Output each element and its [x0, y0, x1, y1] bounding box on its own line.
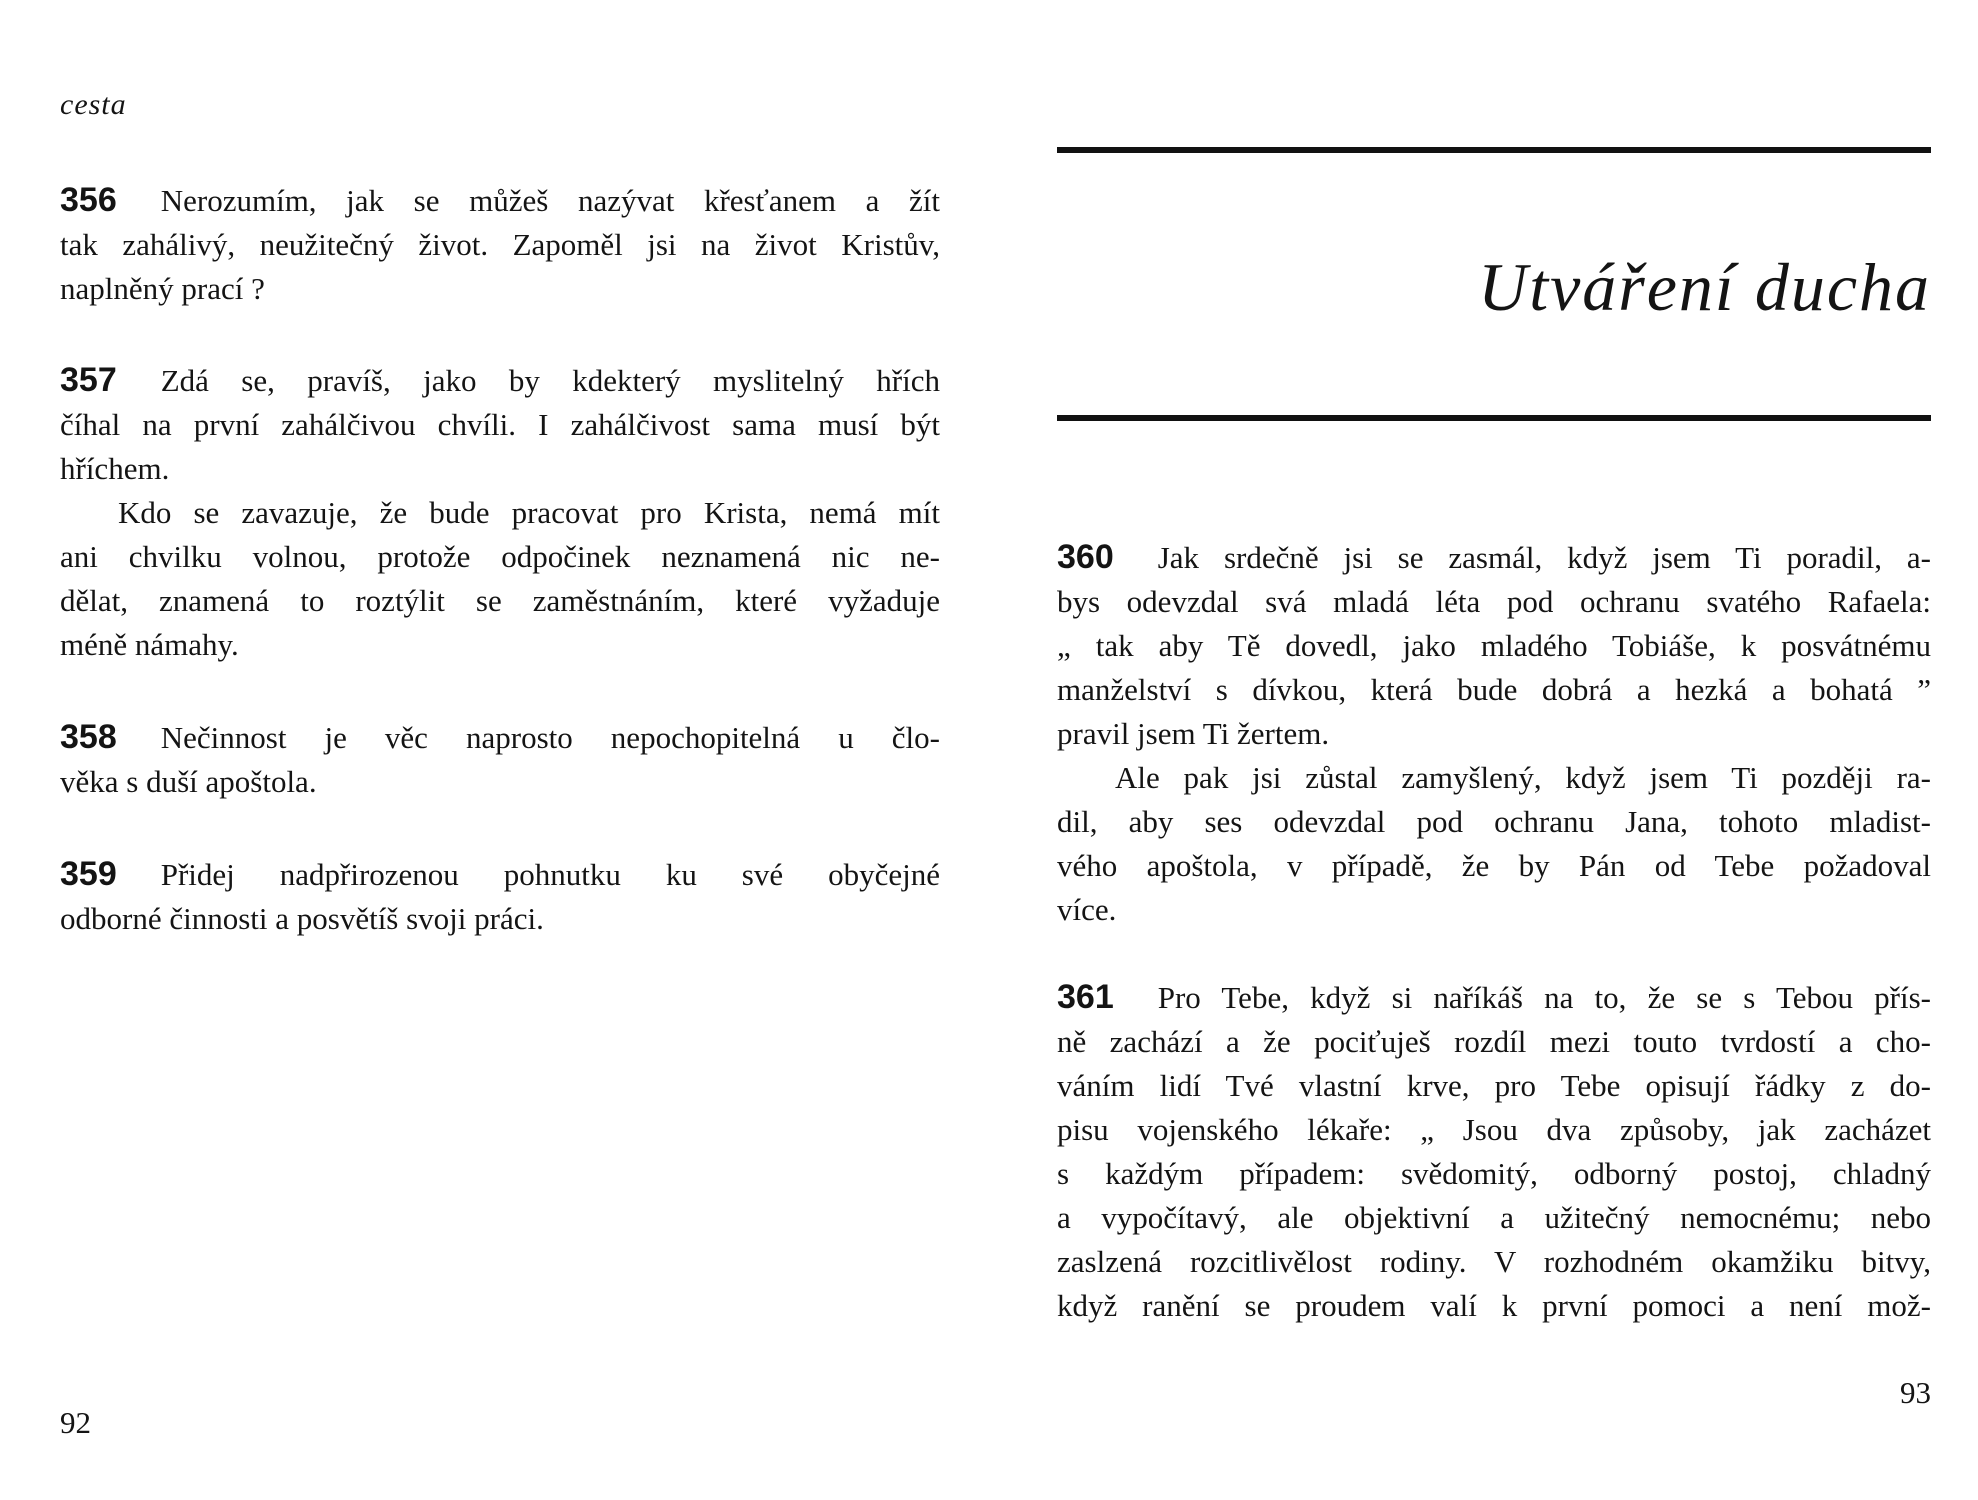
text-line: manželství s dívkou, která bude dobrá a hezká a bohatá ”	[1057, 672, 1931, 707]
text-line: více.	[1057, 892, 1117, 927]
right-page	[1057, 0, 1931, 1500]
text-line: 356 Nerozumím, jak se můžeš nazývat křesťanem a žít	[60, 181, 940, 219]
text-line: vého apoštola, v případě, že by Pán od Tebe požadoval	[1057, 848, 1931, 883]
text-line: váním lidí Tvé vlastní krve, pro Tebe opisují řádky z do-	[1057, 1068, 1931, 1103]
text-line: 359 Přidej nadpřirozenou pohnutku ku své obyčejné	[60, 855, 940, 893]
left-page	[60, 0, 940, 1500]
text-line: 357 Zdá se, pravíš, jako by kdekterý myslitelný hřích	[60, 361, 940, 399]
section-356	[60, 178, 940, 311]
page-number: 93	[1900, 1375, 1931, 1410]
section-361	[1057, 975, 1931, 1328]
title-rule-top	[1057, 147, 1931, 153]
section-358	[60, 715, 940, 804]
text-line: tak zahálivý, neužitečný život. Zapoměl jsi na život Kristův,	[60, 227, 940, 262]
text-line: odborné činnosti a posvětíš svoji práci.	[60, 901, 544, 936]
text-line: dil, aby ses odevzdal pod ochranu Jana, tohoto mladist-	[1057, 804, 1931, 839]
text-line: 361 Pro Tebe, když si naříkáš na to, že se s Tebou přís-	[1057, 978, 1931, 1016]
section-number: 361	[1057, 978, 1114, 1016]
text-line: když ranění se proudem valí k první pomoci a není mož-	[1057, 1288, 1931, 1323]
section-number: 360	[1057, 538, 1114, 576]
text-line: Kdo se zavazuje, že bude pracovat pro Krista, nemá mít	[118, 495, 940, 530]
text-line: a vypočítavý, ale objektivní a užitečný nemocnému; nebo	[1057, 1200, 1931, 1235]
text-line: naplněný prací ?	[60, 271, 265, 306]
text-line: pravil jsem Ti žertem.	[1057, 716, 1330, 751]
text-line: ani chvilku volnou, protože odpočinek neznamená nic ne-	[60, 539, 940, 574]
section-360	[1057, 535, 1931, 932]
running-head: cesta	[60, 88, 127, 121]
section-359	[60, 852, 940, 941]
text-line: pisu vojenského lékaře: „ Jsou dva způsoby, jak zacházet	[1057, 1112, 1931, 1147]
section-357	[60, 358, 940, 667]
text-line: „ tak aby Tě dovedl, jako mladého Tobiáše, k posvátnému	[1057, 628, 1931, 663]
text-line: 360 Jak srdečně jsi se zasmál, když jsem Ti poradil, a-	[1057, 538, 1931, 576]
text-line: 358 Nečinnost je věc naprosto nepochopitelná u člo-	[60, 718, 940, 756]
page-number: 92	[60, 1405, 91, 1440]
text-line: číhal na první zahálčivou chvíli. I zahálčivost sama musí být	[60, 407, 940, 442]
text-line: zaslzená rozcitlivělost rodiny. V rozhodném okamžiku bitvy,	[1057, 1244, 1931, 1279]
text-line: dělat, znamená to roztýlit se zaměstnáním, které vyžaduje	[60, 583, 940, 618]
section-number: 359	[60, 855, 117, 893]
text-line: Ale pak jsi zůstal zamyšlený, když jsem Ti později ra-	[1115, 760, 1931, 795]
section-number: 358	[60, 718, 117, 756]
text-line: hříchem.	[60, 451, 170, 486]
text-line: méně námahy.	[60, 627, 239, 662]
text-line: ně zachází a že pociťuješ rozdíl mezi touto tvrdostí a cho-	[1057, 1024, 1931, 1059]
text-line: s každým případem: svědomitý, odborný postoj, chladný	[1057, 1156, 1931, 1191]
text-line: bys odevzdal svá mladá léta pod ochranu svatého Rafaela:	[1057, 584, 1931, 619]
section-number: 356	[60, 181, 117, 219]
text-line: věka s duší apoštola.	[60, 764, 317, 799]
title-rule-bottom	[1057, 415, 1931, 421]
chapter-title: Utváření ducha	[1478, 249, 1931, 325]
section-number: 357	[60, 361, 117, 399]
